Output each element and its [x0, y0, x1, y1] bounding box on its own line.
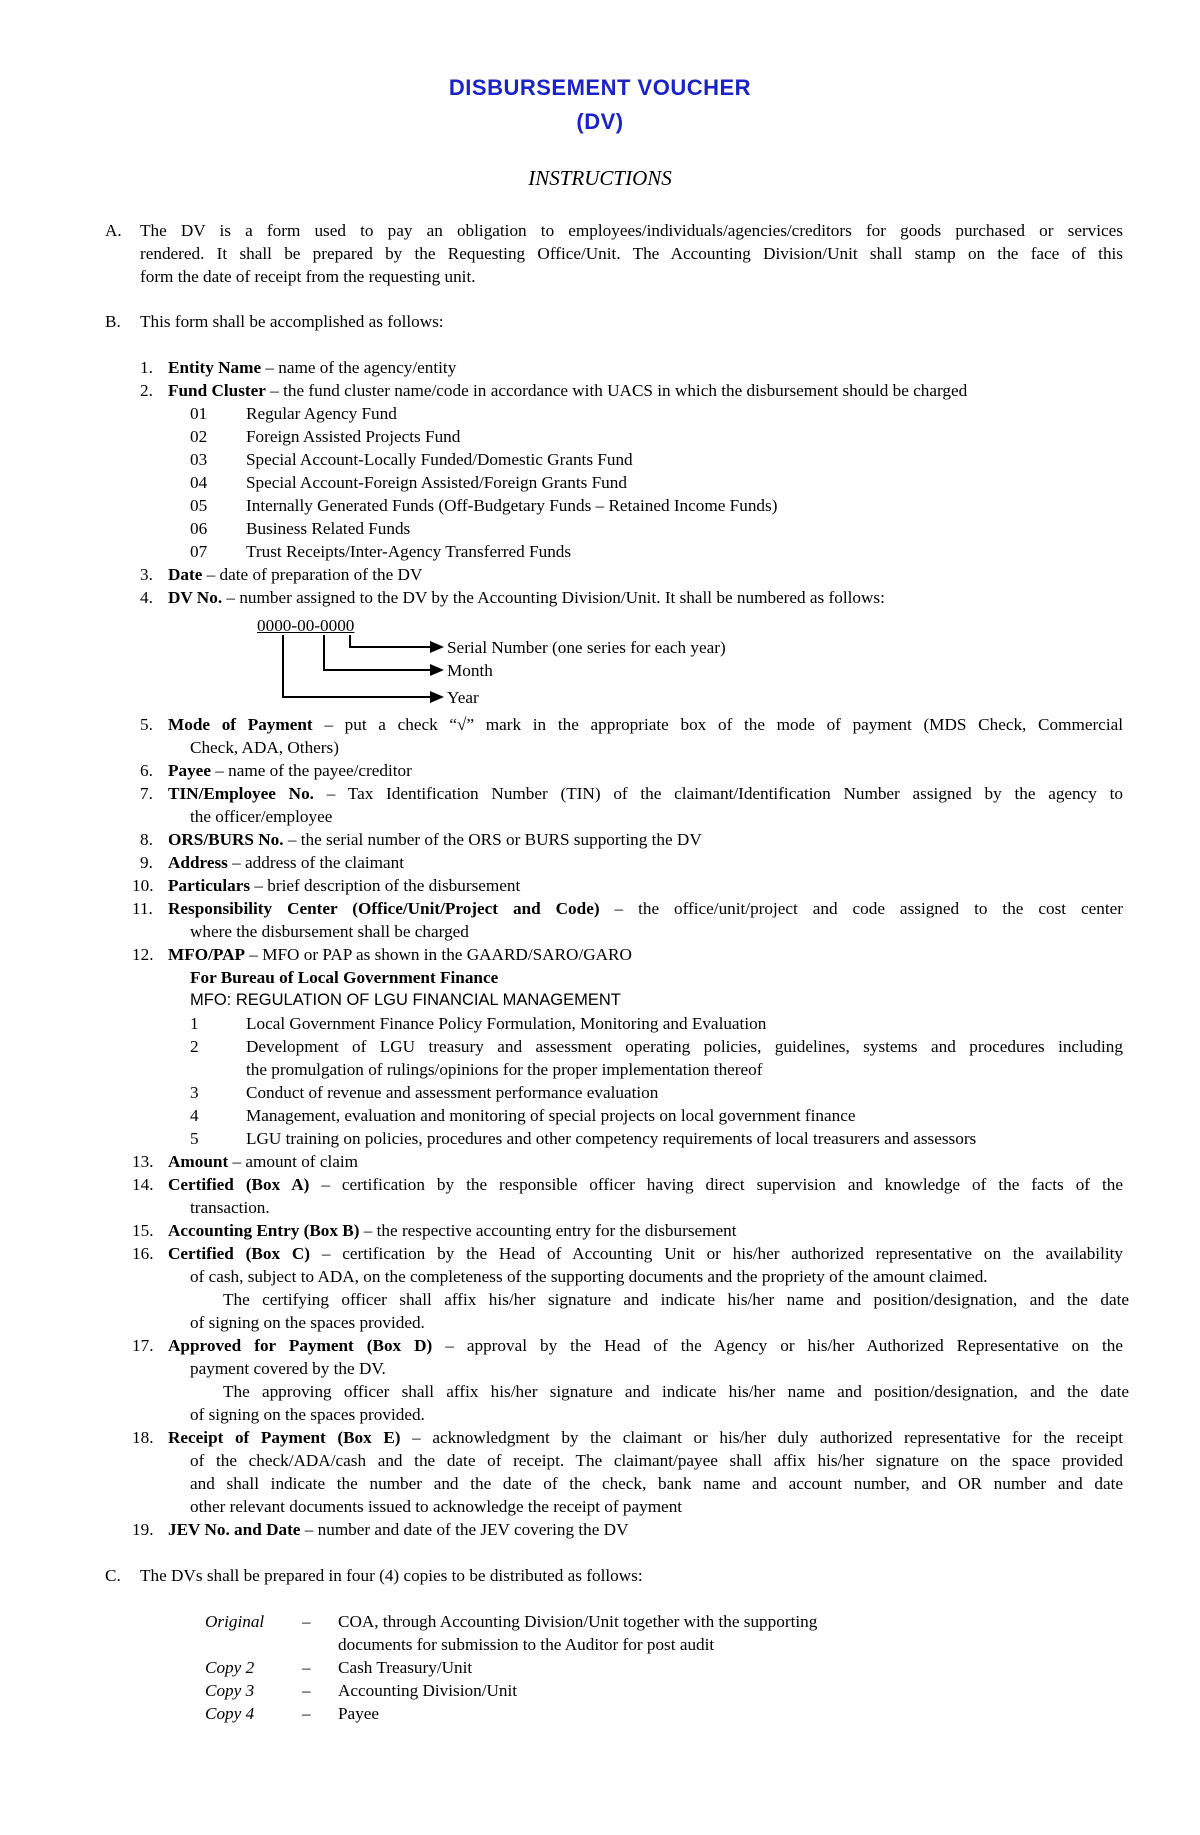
item-number: 16.: [132, 1244, 154, 1263]
copy-recipient: Cash Treasury/Unit: [338, 1658, 473, 1677]
item-number: 6.: [140, 761, 153, 780]
item-continuation: of signing on the spaces provided.: [190, 1313, 425, 1332]
mfo-number: 5: [190, 1129, 199, 1148]
item-continuation: Check, ADA, Others): [190, 738, 339, 757]
item-text: – number assigned to the DV by the Accounting Division/Unit. It shall be numbered as follows:: [222, 588, 885, 607]
item-label: MFO/PAP: [168, 945, 245, 964]
fund-code: 04: [190, 473, 208, 492]
item-number: 14.: [132, 1175, 154, 1194]
mfo-heading: MFO: REGULATION OF LGU FINANCIAL MANAGEMENT: [190, 991, 621, 1009]
item-label: DV No.: [168, 588, 223, 607]
item-label: Receipt of Payment (Box E): [168, 1428, 401, 1447]
section-b-intro: This form shall be accomplished as follows:: [140, 312, 444, 331]
copy-recipient: Payee: [338, 1704, 380, 1723]
item-continuation: of signing on the spaces provided.: [190, 1405, 425, 1424]
fund-code: 02: [190, 427, 208, 446]
bureau-heading: For Bureau of Local Government Finance: [190, 968, 499, 987]
item-number: 11.: [132, 899, 153, 918]
item-label: Payee: [168, 761, 211, 780]
item-text: – the respective accounting entry for the disbursement: [359, 1221, 737, 1240]
item-label: Address: [168, 853, 228, 872]
item-text: – the serial number of the ORS or BURS supporting the DV: [283, 830, 702, 849]
item-label: Date: [168, 565, 203, 584]
item-tin: [168, 785, 1123, 802]
item-accounting-entry: [168, 1222, 737, 1239]
document-subtitle: (DV): [576, 109, 624, 134]
fund-name: Regular Agency Fund: [246, 404, 397, 423]
item-number: 9.: [140, 853, 153, 872]
item-number: 1.: [140, 358, 153, 377]
item-number: 17.: [132, 1336, 154, 1355]
item-certified-box-c: [168, 1245, 1123, 1262]
fund-name: Trust Receipts/Inter-Agency Transferred Funds: [246, 542, 572, 561]
mfo-number: 4: [190, 1106, 199, 1125]
item-text: – put a check “√” mark in the appropriate box of the mode of payment (MDS Check, Commercial: [312, 715, 1123, 734]
section-a-line-2: rendered. It shall be prepared by the Requesting Office/Unit. The Accounting Division/Unit shall stamp on the face of this: [140, 244, 1123, 263]
item-text: – Tax Identification Number (TIN) of the claimant/Identification Number assigned by the agency to: [313, 784, 1124, 803]
item-number: 7.: [140, 784, 153, 803]
item-payee: [168, 762, 412, 779]
mfo-text: LGU training on policies, procedures and other competency requirements of local treasurers and assessors: [246, 1129, 977, 1148]
fund-code: 06: [190, 519, 208, 538]
item-label: Entity Name: [168, 358, 262, 377]
copy-recipient: Accounting Division/Unit: [338, 1681, 518, 1700]
item-continuation: transaction.: [190, 1198, 270, 1217]
item-text: – the fund cluster name/code in accordance with UACS in which the disbursement should be charged: [265, 381, 968, 400]
item-text: – number and date of the JEV covering the DV: [300, 1520, 629, 1539]
mfo-number: 3: [190, 1083, 199, 1102]
section-a-marker: A.: [105, 221, 122, 240]
item-receipt-box-e: [168, 1429, 1123, 1446]
item-text: – acknowledgment by the claimant or his/her duly authorized representative for the receipt: [400, 1428, 1123, 1447]
section-c-intro: The DVs shall be prepared in four (4) copies to be distributed as follows:: [140, 1566, 643, 1585]
mfo-number: 1: [190, 1014, 199, 1033]
item-number: 4.: [140, 588, 153, 607]
item-address: [168, 854, 404, 871]
mfo-text: Development of LGU treasury and assessment operating policies, guidelines, systems and procedures including: [246, 1037, 1123, 1056]
mfo-text: Management, evaluation and monitoring of special projects on local government finance: [246, 1106, 856, 1125]
item-continuation: and shall indicate the number and the date of the check, bank name and account number, and OR number and date: [190, 1474, 1123, 1493]
item-label: ORS/BURS No.: [168, 830, 284, 849]
item-number: 12.: [132, 945, 154, 964]
copy-dash: –: [302, 1658, 311, 1677]
dv-number-pattern: 0000-00-0000: [257, 616, 355, 635]
fund-name: Special Account-Locally Funded/Domestic Grants Fund: [246, 450, 633, 469]
item-text: – brief description of the disbursement: [250, 876, 521, 895]
section-c-marker: C.: [105, 1566, 121, 1585]
instructions-heading: INSTRUCTIONS: [528, 166, 672, 190]
item-text: – approval by the Head of the Agency or his/her Authorized Representative on the: [432, 1336, 1123, 1355]
item-label: Accounting Entry (Box B): [168, 1221, 360, 1240]
item-continuation: payment covered by the DV.: [190, 1359, 386, 1378]
item-label: TIN/Employee No.: [168, 784, 314, 803]
item-certified-box-a: [168, 1176, 1123, 1193]
mfo-text-continuation: the promulgation of rulings/opinions for the proper implementation thereof: [246, 1060, 763, 1079]
item-continuation: The approving officer shall affix his/her signature and indicate his/her name and position/designation, and the date: [223, 1382, 1129, 1401]
copy-recipient: COA, through Accounting Division/Unit together with the supporting: [338, 1612, 818, 1631]
item-text: – amount of claim: [228, 1152, 359, 1171]
item-label: Approved for Payment (Box D): [168, 1336, 433, 1355]
fund-name: Special Account-Foreign Assisted/Foreign Grants Fund: [246, 473, 627, 492]
item-number: 5.: [140, 715, 153, 734]
document-title: DISBURSEMENT VOUCHER: [448, 75, 752, 100]
item-number: 8.: [140, 830, 153, 849]
item-continuation: other relevant documents issued to acknowledge the receipt of payment: [190, 1497, 683, 1516]
item-amount: [168, 1153, 358, 1170]
item-number: 18.: [132, 1428, 154, 1447]
mfo-text: Conduct of revenue and assessment performance evaluation: [246, 1083, 659, 1102]
copy-recipient-continuation: documents for submission to the Auditor for post audit: [338, 1635, 715, 1654]
item-text: – name of the payee/creditor: [210, 761, 412, 780]
item-label: Certified (Box A): [168, 1175, 310, 1194]
fund-code: 07: [190, 542, 208, 561]
copy-dash: –: [302, 1704, 311, 1723]
item-responsibility-center: [168, 900, 1123, 917]
item-text: – MFO or PAP as shown in the GAARD/SARO/GARO: [245, 945, 632, 964]
copy-dash: –: [302, 1681, 311, 1700]
fund-name: Foreign Assisted Projects Fund: [246, 427, 461, 446]
item-continuation: the officer/employee: [190, 807, 333, 826]
item-text: – certification by the responsible officer having direct supervision and knowledge of the facts of the: [309, 1175, 1124, 1194]
item-number: 2.: [140, 381, 153, 400]
item-continuation: of the check/ADA/cash and the date of receipt. The claimant/payee shall affix his/her signature on the space provided: [190, 1451, 1123, 1470]
item-jev: [168, 1521, 629, 1538]
item-text: – date of preparation of the DV: [202, 565, 423, 584]
fund-code: 03: [190, 450, 208, 469]
item-continuation: where the disbursement shall be charged: [190, 922, 469, 941]
item-number: 13.: [132, 1152, 154, 1171]
item-ors-burs: [168, 831, 702, 848]
item-particulars: [168, 877, 520, 894]
item-continuation: of cash, subject to ADA, on the completeness of the supporting documents and the propriety of the amount claimed.: [190, 1267, 988, 1286]
item-number: 19.: [132, 1520, 154, 1539]
fund-name: Business Related Funds: [246, 519, 411, 538]
item-label: Responsibility Center (Office/Unit/Project and Code): [168, 899, 600, 918]
item-text: – address of the claimant: [227, 853, 404, 872]
item-approved-box-d: [168, 1337, 1123, 1354]
item-mode-of-payment: [168, 716, 1123, 733]
item-number: 3.: [140, 565, 153, 584]
section-b-marker: B.: [105, 312, 121, 331]
copy-name: Copy 2: [205, 1658, 255, 1677]
copy-name: Copy 4: [205, 1704, 255, 1723]
item-text: – certification by the Head of Accounting Unit or his/her authorized representative on the availability: [310, 1244, 1124, 1263]
section-a-line-3: form the date of receipt from the requesting unit.: [140, 267, 476, 286]
fund-name: Internally Generated Funds (Off-Budgetary Funds – Retained Income Funds): [246, 496, 778, 515]
item-number: 15.: [132, 1221, 154, 1240]
item-label: JEV No. and Date: [168, 1520, 301, 1539]
item-label: Amount: [168, 1152, 229, 1171]
item-label: Particulars: [168, 876, 251, 895]
section-a-line-1: The DV is a form used to pay an obligation to employees/individuals/agencies/creditors for goods purchased or services: [140, 221, 1123, 240]
item-label: Mode of Payment: [168, 715, 313, 734]
copy-name: Copy 3: [205, 1681, 255, 1700]
item-label: Certified (Box C): [168, 1244, 311, 1263]
item-mfo-pap: [168, 946, 632, 963]
fund-code: 05: [190, 496, 208, 515]
copy-name: Original: [205, 1612, 265, 1631]
dv-month-label: Month: [447, 661, 493, 680]
item-continuation: The certifying officer shall affix his/her signature and indicate his/her name and position/designation, and the date: [223, 1290, 1129, 1309]
mfo-number: 2: [190, 1037, 199, 1056]
mfo-text: Local Government Finance Policy Formulation, Monitoring and Evaluation: [246, 1014, 767, 1033]
item-label: Fund Cluster: [168, 381, 266, 400]
item-text: – name of the agency/entity: [261, 358, 457, 377]
item-text: – the office/unit/project and code assigned to the cost center: [599, 899, 1123, 918]
dv-serial-label: Serial Number (one series for each year): [447, 638, 726, 657]
copy-dash: –: [302, 1612, 311, 1631]
item-number: 10.: [132, 876, 154, 895]
fund-code: 01: [190, 404, 208, 423]
dv-year-label: Year: [447, 688, 479, 707]
